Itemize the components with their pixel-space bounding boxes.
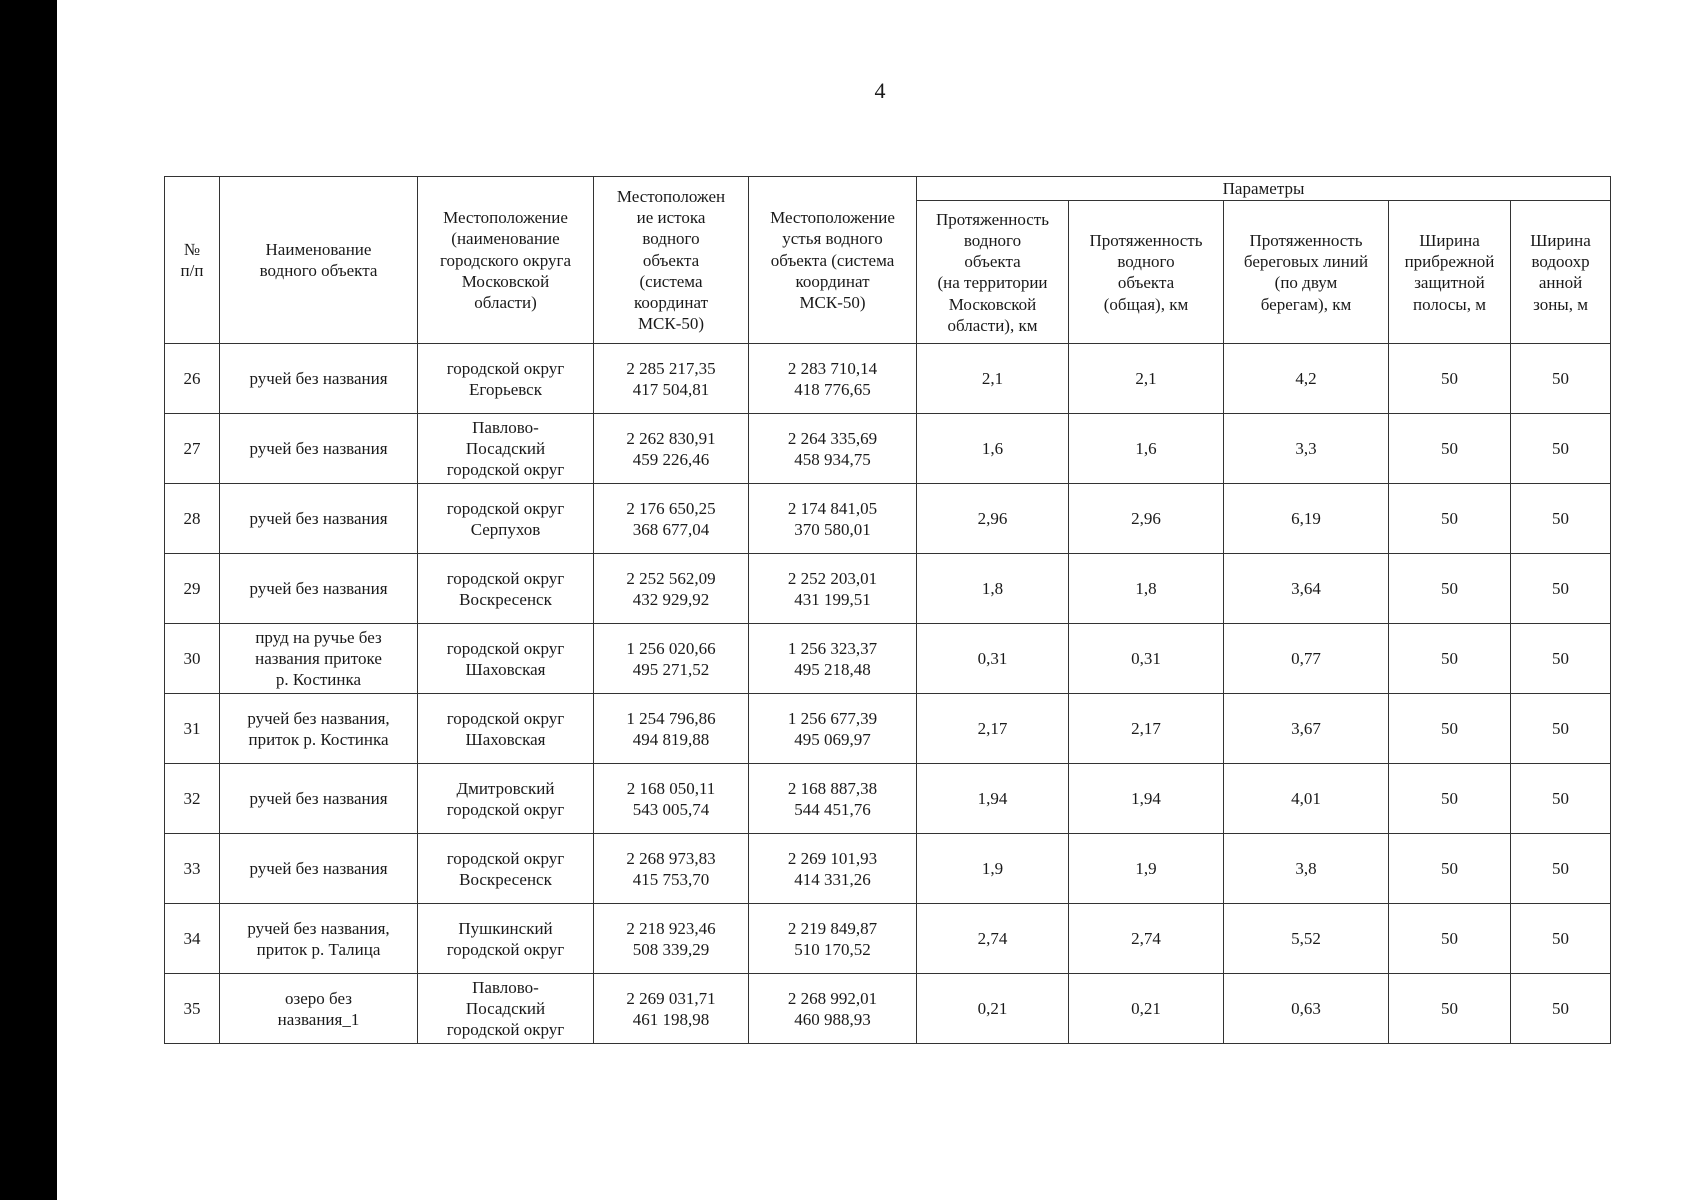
cell-strip: 50 [1389, 344, 1511, 414]
cell-shore: 3,3 [1224, 414, 1389, 484]
cell-length-total: 0,31 [1069, 624, 1224, 694]
page-number: 4 [874, 78, 886, 103]
cell-source: 1 256 020,66 495 271,52 [594, 624, 749, 694]
cell-num: 29 [165, 554, 220, 624]
cell-zone: 50 [1511, 764, 1611, 834]
cell-location: Пушкинский городской округ [418, 904, 594, 974]
cell-length-mo: 1,6 [917, 414, 1069, 484]
header-mouth: Местоположение устья водного объекта (система координат МСК-50) [749, 177, 917, 344]
header-source: Местоположен ие истока водного объекта (система координат МСК-50) [594, 177, 749, 344]
cell-length-total: 2,17 [1069, 694, 1224, 764]
header-water-zone: Ширина водоохр анной зоны, м [1511, 201, 1611, 344]
table-row [165, 344, 1611, 414]
cell-location: городской округ Шаховская [418, 694, 594, 764]
cell-mouth: 2 168 887,38 544 451,76 [749, 764, 917, 834]
cell-length-mo: 1,94 [917, 764, 1069, 834]
cell-source: 2 252 562,09 432 929,92 [594, 554, 749, 624]
cell-length-mo: 1,9 [917, 834, 1069, 904]
cell-num: 33 [165, 834, 220, 904]
cell-num: 28 [165, 484, 220, 554]
cell-shore: 0,63 [1224, 974, 1389, 1044]
cell-length-mo: 2,96 [917, 484, 1069, 554]
cell-shore: 3,64 [1224, 554, 1389, 624]
cell-name: пруд на ручье без названия притоке р. Костинка [220, 624, 418, 694]
cell-length-mo: 2,1 [917, 344, 1069, 414]
header-location: Местоположение (наименование городского округа Московской области) [418, 177, 594, 344]
cell-location: городской округ Шаховская [418, 624, 594, 694]
cell-zone: 50 [1511, 484, 1611, 554]
cell-mouth: 2 283 710,14 418 776,65 [749, 344, 917, 414]
cell-zone: 50 [1511, 414, 1611, 484]
cell-length-total: 1,6 [1069, 414, 1224, 484]
cell-zone: 50 [1511, 344, 1611, 414]
cell-mouth: 1 256 677,39 495 069,97 [749, 694, 917, 764]
table-row [165, 414, 1611, 484]
cell-length-mo: 0,21 [917, 974, 1069, 1044]
cell-source: 2 268 973,83 415 753,70 [594, 834, 749, 904]
cell-length-mo: 2,17 [917, 694, 1069, 764]
cell-source: 2 285 217,35 417 504,81 [594, 344, 749, 414]
cell-source: 2 262 830,91 459 226,46 [594, 414, 749, 484]
cell-strip: 50 [1389, 414, 1511, 484]
table-row [165, 904, 1611, 974]
cell-source: 2 269 031,71 461 198,98 [594, 974, 749, 1044]
cell-strip: 50 [1389, 764, 1511, 834]
header-coastal-strip: Ширина прибрежной защитной полосы, м [1389, 201, 1511, 344]
cell-location: Павлово- Посадский городской округ [418, 974, 594, 1044]
cell-mouth: 1 256 323,37 495 218,48 [749, 624, 917, 694]
header-name: Наименование водного объекта [220, 177, 418, 344]
cell-mouth: 2 269 101,93 414 331,26 [749, 834, 917, 904]
cell-name: ручей без названия [220, 554, 418, 624]
cell-name: ручей без названия, приток р. Талица [220, 904, 418, 974]
cell-length-total: 1,94 [1069, 764, 1224, 834]
cell-mouth: 2 219 849,87 510 170,52 [749, 904, 917, 974]
cell-shore: 4,2 [1224, 344, 1389, 414]
cell-location: городской округ Воскресенск [418, 554, 594, 624]
cell-strip: 50 [1389, 974, 1511, 1044]
table-row [165, 554, 1611, 624]
cell-name: озеро без названия_1 [220, 974, 418, 1044]
cell-location: Павлово- Посадский городской округ [418, 414, 594, 484]
table-row [165, 484, 1611, 554]
cell-name: ручей без названия, приток р. Костинка [220, 694, 418, 764]
header-length-mo: Протяженность водного объекта (на территории Московской области), км [917, 201, 1069, 344]
cell-mouth: 2 252 203,01 431 199,51 [749, 554, 917, 624]
cell-shore: 3,67 [1224, 694, 1389, 764]
cell-num: 35 [165, 974, 220, 1044]
cell-location: Дмитровский городской округ [418, 764, 594, 834]
cell-source: 2 168 050,11 543 005,74 [594, 764, 749, 834]
cell-length-mo: 0,31 [917, 624, 1069, 694]
cell-length-total: 2,74 [1069, 904, 1224, 974]
cell-zone: 50 [1511, 834, 1611, 904]
water-objects-table [164, 176, 1611, 1044]
cell-strip: 50 [1389, 834, 1511, 904]
header-shore-length: Протяженность береговых линий (по двум берегам), км [1224, 201, 1389, 344]
cell-shore: 6,19 [1224, 484, 1389, 554]
cell-zone: 50 [1511, 694, 1611, 764]
cell-name: ручей без названия [220, 414, 418, 484]
cell-zone: 50 [1511, 974, 1611, 1044]
cell-shore: 5,52 [1224, 904, 1389, 974]
cell-num: 27 [165, 414, 220, 484]
cell-location: городской округ Серпухов [418, 484, 594, 554]
cell-source: 2 218 923,46 508 339,29 [594, 904, 749, 974]
cell-length-mo: 2,74 [917, 904, 1069, 974]
table-row [165, 694, 1611, 764]
cell-num: 32 [165, 764, 220, 834]
cell-zone: 50 [1511, 904, 1611, 974]
header-params: Параметры [917, 177, 1611, 201]
cell-source: 2 176 650,25 368 677,04 [594, 484, 749, 554]
cell-location: городской округ Воскресенск [418, 834, 594, 904]
cell-name: ручей без названия [220, 834, 418, 904]
cell-num: 30 [165, 624, 220, 694]
cell-length-total: 1,9 [1069, 834, 1224, 904]
cell-location: городской округ Егорьевск [418, 344, 594, 414]
cell-length-total: 1,8 [1069, 554, 1224, 624]
cell-name: ручей без названия [220, 344, 418, 414]
table-row [165, 624, 1611, 694]
cell-strip: 50 [1389, 694, 1511, 764]
cell-mouth: 2 264 335,69 458 934,75 [749, 414, 917, 484]
cell-num: 34 [165, 904, 220, 974]
scan-left-edge [0, 0, 57, 1200]
cell-mouth: 2 268 992,01 460 988,93 [749, 974, 917, 1044]
table-header [165, 177, 1611, 344]
cell-shore: 0,77 [1224, 624, 1389, 694]
table-row [165, 974, 1611, 1044]
cell-zone: 50 [1511, 554, 1611, 624]
table-row [165, 764, 1611, 834]
cell-shore: 4,01 [1224, 764, 1389, 834]
header-num: № п/п [165, 177, 220, 344]
table-row [165, 834, 1611, 904]
cell-name: ручей без названия [220, 764, 418, 834]
cell-length-total: 0,21 [1069, 974, 1224, 1044]
cell-shore: 3,8 [1224, 834, 1389, 904]
header-length-total: Протяженность водного объекта (общая), км [1069, 201, 1224, 344]
cell-length-mo: 1,8 [917, 554, 1069, 624]
cell-num: 26 [165, 344, 220, 414]
cell-strip: 50 [1389, 484, 1511, 554]
cell-length-total: 2,1 [1069, 344, 1224, 414]
cell-source: 1 254 796,86 494 819,88 [594, 694, 749, 764]
cell-num: 31 [165, 694, 220, 764]
cell-strip: 50 [1389, 554, 1511, 624]
cell-name: ручей без названия [220, 484, 418, 554]
table-body [165, 344, 1611, 1044]
cell-strip: 50 [1389, 624, 1511, 694]
cell-length-total: 2,96 [1069, 484, 1224, 554]
cell-strip: 50 [1389, 904, 1511, 974]
cell-mouth: 2 174 841,05 370 580,01 [749, 484, 917, 554]
cell-zone: 50 [1511, 624, 1611, 694]
